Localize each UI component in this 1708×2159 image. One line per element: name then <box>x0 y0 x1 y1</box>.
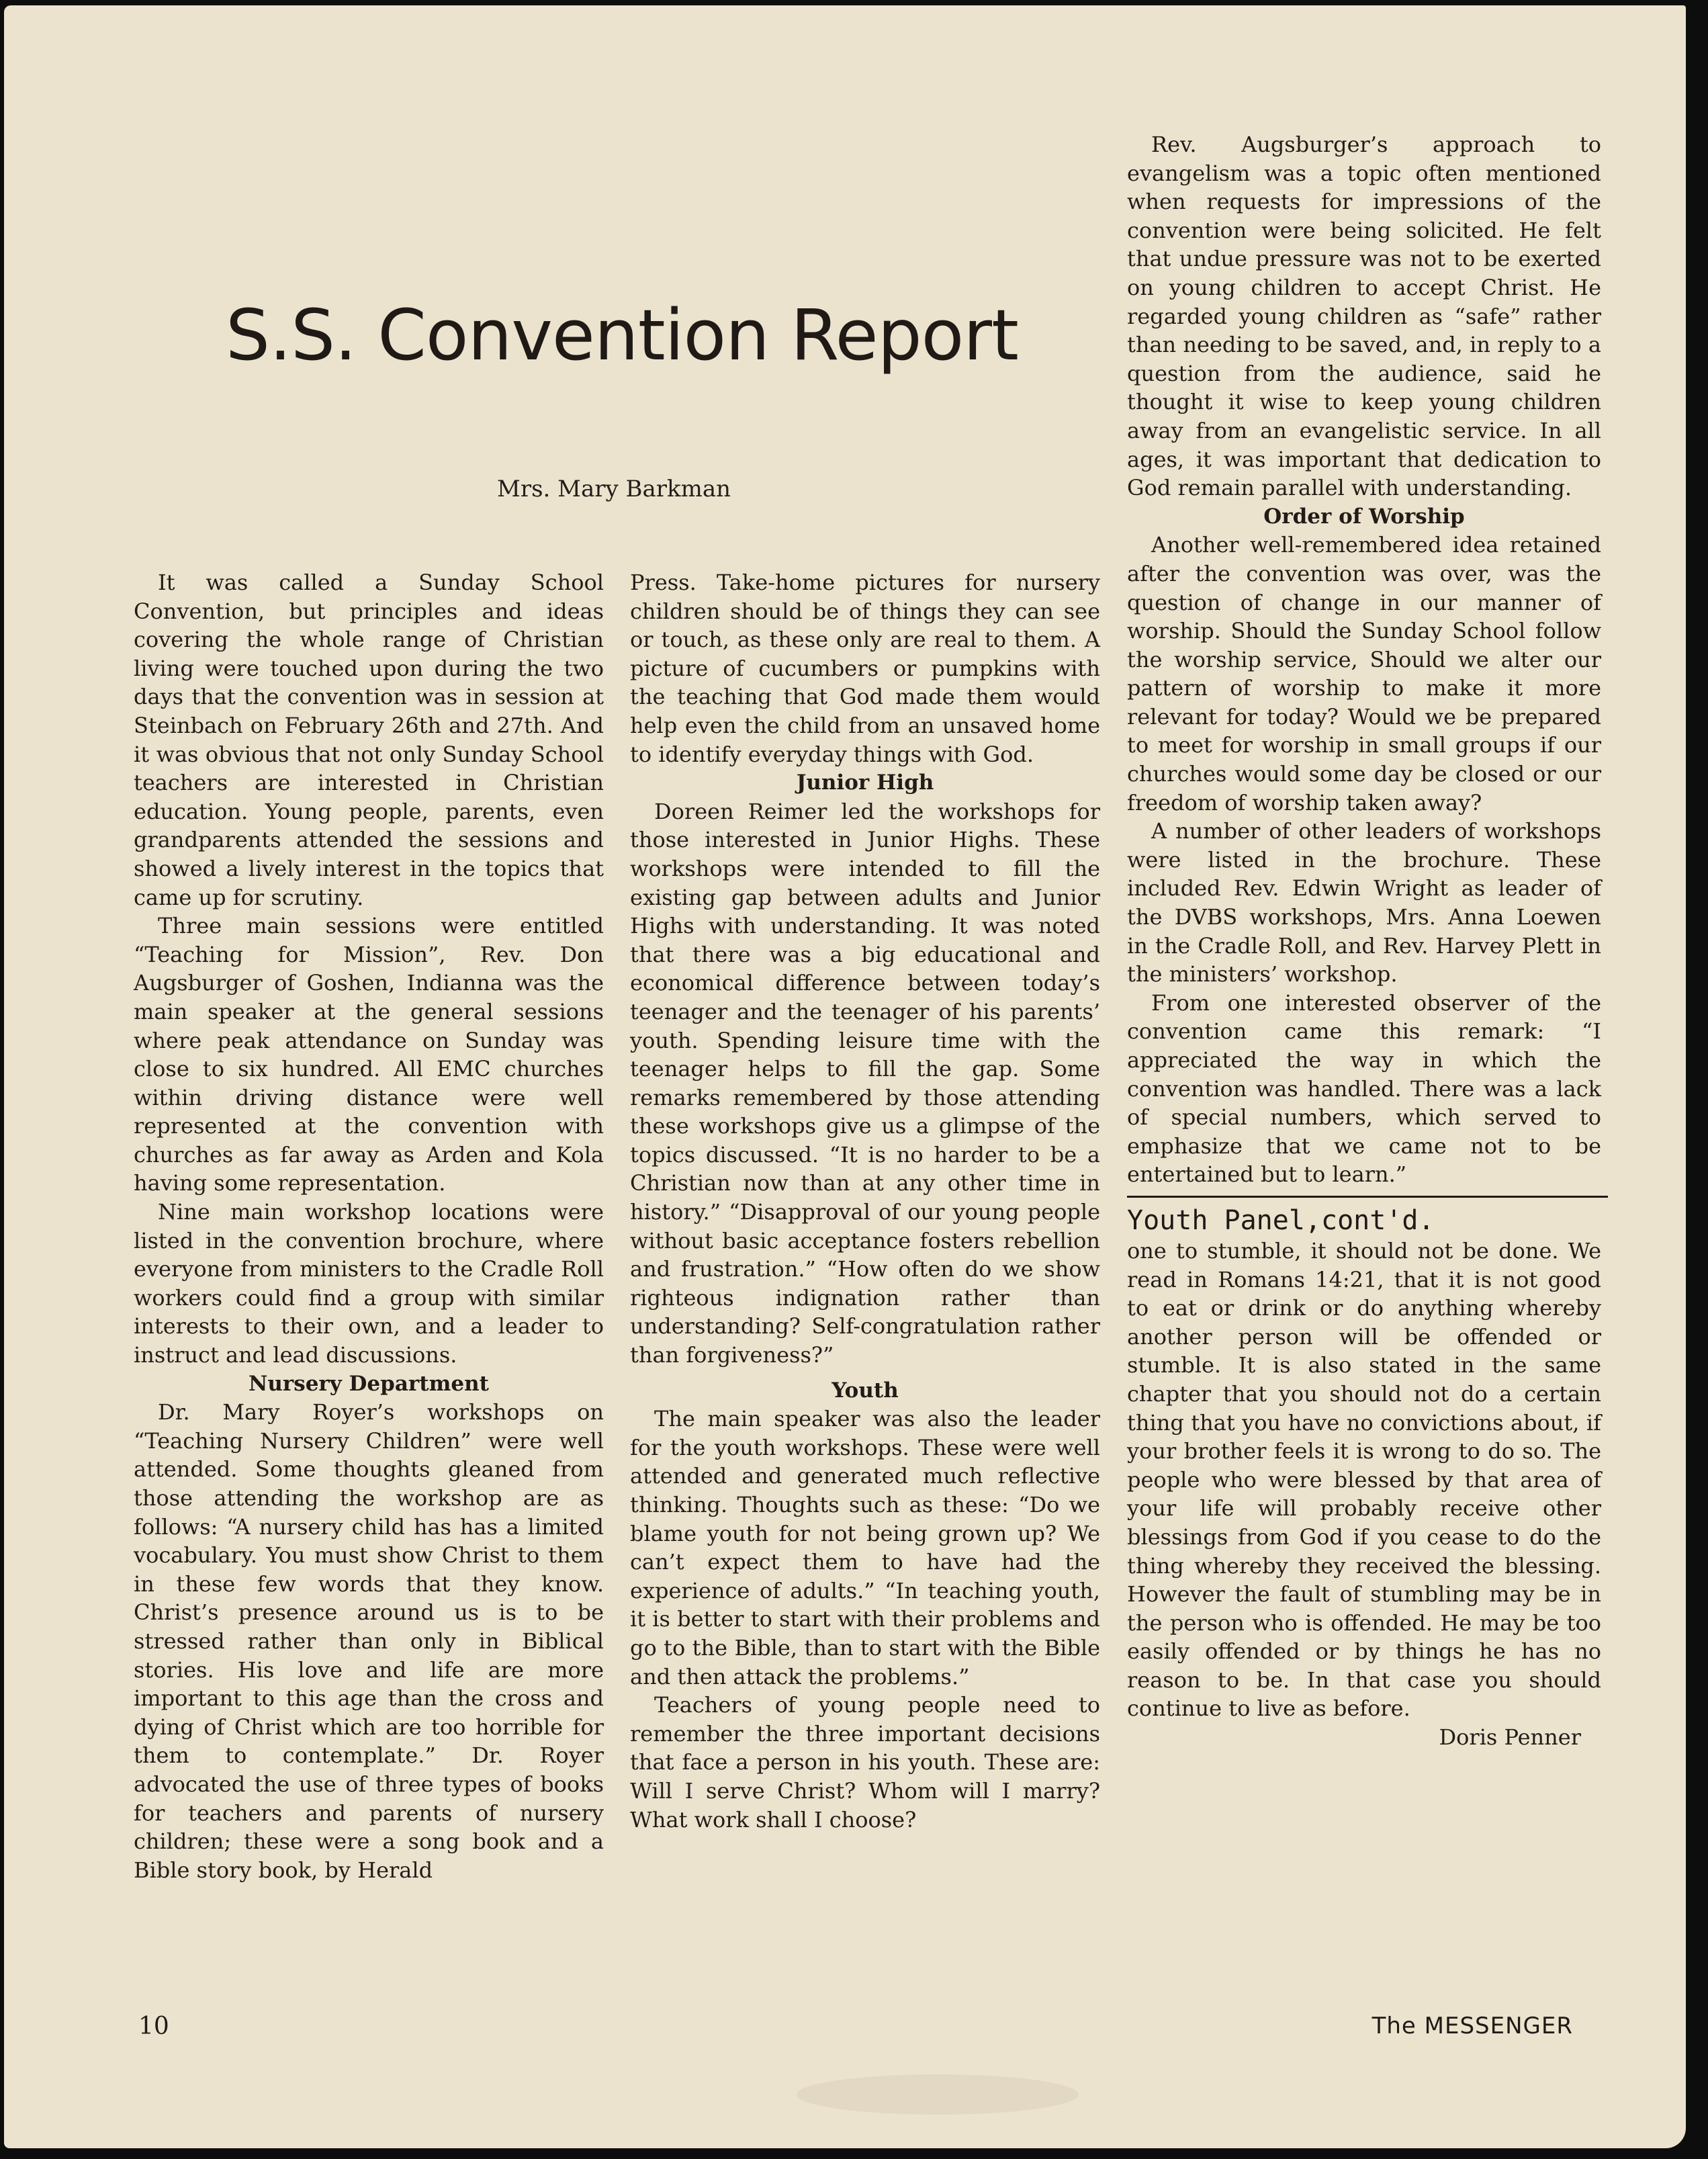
paragraph: It was called a Sunday School Convention, but principles and ideas covering the whole range of Christian living were touched upon during the two days that the convention was in session at Steinbach on February 26th and 27th. And it was obvious that not only Sunday School teachers are interested in Christian education. Young people, parents, even grandparents attended the sessions and showed a lively interest in the topics that came up for scrutiny. <box>134 570 604 910</box>
publication-name: The MESSENGER <box>1372 2013 1573 2039</box>
section-divider <box>1127 1196 1608 1198</box>
paragraph: Rev. Augsburger’s approach to evangelism was a topic often mentioned when requests for impressions of the convention were being solicited. He felt that undue pressure was not to be exerted on young children to accept Christ. He regarded young children as “safe” rather than needing to be saved, and, in reply to a question from the audience, said he thought it wise to keep young children away from an evangelistic service. In all ages, it was important that dedication to God remain parallel with understanding. <box>1127 132 1601 501</box>
text-column-2 <box>630 568 1100 2148</box>
paragraph: From one interested observer of the convention came this remark: “I appreciated the way in which the convention was handled. There was a lack of special numbers, which served to emphasize that we came not to be entertained but to learn.” <box>1127 989 1601 1188</box>
paragraph: Press. Take-home pictures for nursery children should be of things they can see or touch, as these only are real to them. A picture of cucumbers or pumpkins with the teaching that God made them would help even the child from an unsaved home to identify everyday things with God. <box>630 570 1100 767</box>
paragraph: Teachers of young people need to remember the three important decisions that face a person in his youth. These are: Will I serve Christ? Whom will I marry? What work shall I choose? <box>630 1692 1100 1833</box>
paragraph: The main speaker was also the leader for the youth workshops. These were well attended and generated much reflective thinking. Thoughts such as these: “Do we blame youth for not being grown up? We can’t expect them to have had the experience of adults.” “In teaching youth, it is better to start with their problems and go to the Bible, than to start with the Bible and then attack the problems.” <box>630 1406 1100 1689</box>
text-column-3 <box>1127 130 1601 2025</box>
section-heading-nursery: Nursery Department <box>249 1371 489 1396</box>
youth-panel-heading: Youth Panel,cont'd. <box>1127 1204 1435 1236</box>
paragraph: Dr. Mary Royer’s workshops on “Teaching Nursery Children” were well attended. Some thoughts gleaned from those attending the workshop are as follows: “A nursery child has has a limited vocabulary. You must show Christ to them in these few words that they know. Christ’s presence around us is to be stressed rather than only in Biblical stories. His love and life are more important to this age than the cross and dying of Christ which are too horrible for them to contemplate.” Dr. Royer advocated the use of three types of books for teachers and parents of nursery children; these were a song book and a Bible story book, by Herald <box>134 1399 604 1883</box>
page-number: 10 <box>138 2013 169 2040</box>
magazine-page <box>4 5 1686 2148</box>
paragraph: Three main sessions were entitled “Teaching for Mission”, Rev. Don Augsburger of Goshen, Indianna was the main speaker at the general sessions where peak attendance on Sunday was close to six hundred. All EMC churches within driving distance were well represented at the convention with churches as far away as Arden and Kola having some representation. <box>134 913 604 1196</box>
section-heading-order-of-worship: Order of Worship <box>1263 504 1465 529</box>
section-heading-junior-high: Junior High <box>796 770 934 795</box>
paragraph: A number of other leaders of workshops were listed in the brochure. These included Rev. Edwin Wright as leader of the DVBS workshops, Mrs. Anna Loewen in the Cradle Roll, and Rev. Harvey Plett in the ministers’ workshop. <box>1127 818 1601 987</box>
article-author: Mrs. Mary Barkman <box>497 476 731 502</box>
signature: Doris Penner <box>1439 1724 1581 1751</box>
youth-panel-text: one to stumble, it should not be done. We read in Romans 14:21, that it is not good to eat or drink or do anything whereby another person will be offended or stumble. It is also stated in the same chapter that you should not do a certain thing that you have no convictions about, if your brother feels it is wrong to do so. The people who were blessed by that area of your life will probably receive other blessings from God if you cease to do the thing whereby they received the blessing. However the fault of stumbling may be in the person who is offended. He may be too easily offended or by things he has no reason to be. In that case you should continue to live as before. <box>1127 1237 1601 1722</box>
section-heading-youth: Youth <box>831 1378 899 1403</box>
article-title: S.S. Convention Report <box>226 294 1018 376</box>
paragraph: Another well-remembered idea retained after the convention was over, was the question of change in our manner of worship. Should the Sunday School follow the worship service, Should we alter our pattern of worship to make it more relevant for today? Would we be prepared to meet for worship in small groups if our churches would some day be closed or our freedom of worship taken away? <box>1127 532 1601 816</box>
text-column-1 <box>134 568 604 2148</box>
paragraph: Doreen Reimer led the workshops for those interested in Junior Highs. These workshops were intended to fill the existing gap between adults and Junior Highs with understanding. It was noted that there was a big educational and economical difference between today’s teenager and the teenager of his parents’ youth. Spending leisure time with the teenager helps to fill the gap. Some remarks remembered by those attending these workshops give us a glimpse of the topics discussed. “It is no harder to be a Christian now than at any other time in history.” “Disapproval of our young people without basic acceptance fosters rebellion and frustration.” “How often do we show righteous indignation rather than understanding? Self-congratulation rather than forgiveness?” <box>630 798 1100 1368</box>
paragraph: Nine main workshop locations were listed in the convention brochure, where everyone from ministers to the Cradle Roll workers could find a group with similar interests to their own, and a leader to instruct and lead discussions. <box>134 1199 604 1368</box>
